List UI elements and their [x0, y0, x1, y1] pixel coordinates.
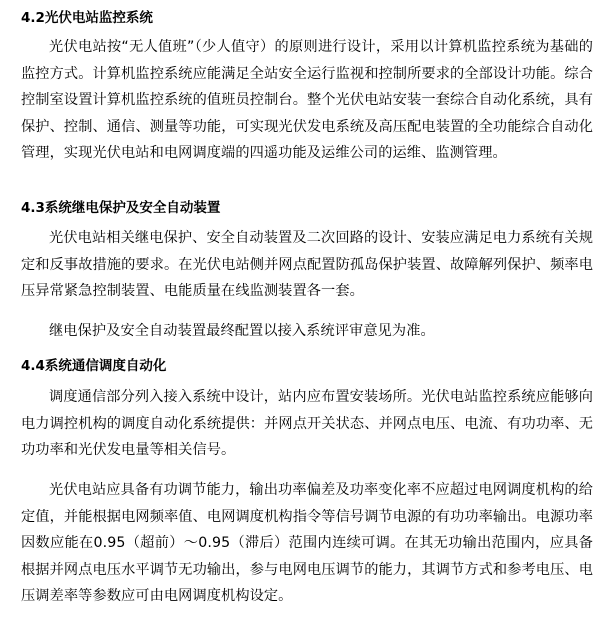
section-4-4-paragraph-1: 调度通信部分列入接入系统中设计，站内应布置安装场所。光伏电站监控系统应能够向电力调控机构的调度自动化系统提供：并网点开关状态、并网点电压、电流、有功功率、无功功率和光伏发电量等相关信号。 [21, 389, 593, 459]
section-heading-4-4: 4.4系统通信调度自动化 [21, 358, 167, 374]
section-4-3-paragraph-1: 光伏电站相关继电保护、安全自动装置及二次回路的设计、安装应满足电力系统有关规定和反事故措施的要求。在光伏电站侧并网点配置防孤岛保护装置、故障解列保护、频率电压异常紧急控制装置、电能质量在线监测装置各一套。 [21, 230, 593, 300]
section-4-2-paragraph-1: 光伏电站按“无人值班”（少人值守）的原则进行设计，采用以计算机监控系统为基础的监控方式。计算机监控系统应能满足全站安全运行监视和控制所要求的全部设计功能。综合控制室设置计算机监控系统的值班员控制台。整个光伏电站安装一套综合自动化系统，具有保护、控制、通信、测量等功能，可实现光伏发电系统及高压配电装置的全功能综合自动化管理，实现光伏电站和电网调度端的四遥功能及运维公司的运维、监测管理。 [21, 39, 593, 162]
section-4-4-paragraph-2: 光伏电站应具备有功调节能力，输出功率偏差及功率变化率不应超过电网调度机构的给定值，并能根据电网频率值、电网调度机构指令等信号调节电源的有功功率输出。电源功率因数应能在0.95（超前）～0.95（滞后）范围内连续可调。在其无功输出范围内，应具备根据并网点电压水平调节无功输出，参与电网电压调节的能力，其调节方式和参考电压、电压调差率等参数应可由电网调度机构设定。 [21, 482, 593, 605]
section-heading-4-2: 4.2光伏电站监控系统 [21, 10, 153, 26]
section-heading-4-3: 4.3系统继电保护及安全自动装置 [21, 200, 221, 216]
section-4-3-paragraph-2: 继电保护及安全自动装置最终配置以接入系统评审意见为准。 [49, 323, 435, 339]
